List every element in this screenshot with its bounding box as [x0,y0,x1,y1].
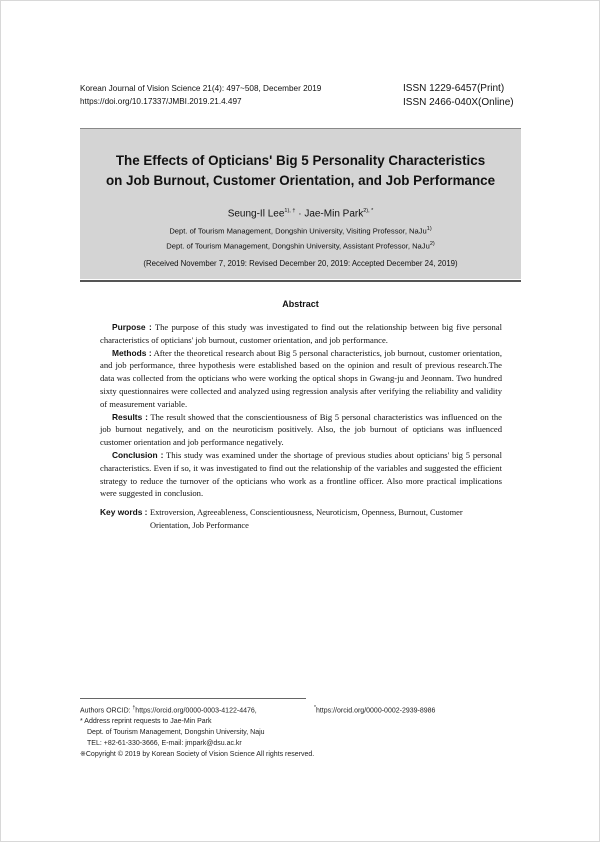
reprint-request: * Address reprint requests to Jae-Min Park [80,718,212,726]
author-separator: · [295,208,305,220]
orcid-link[interactable]: https://orcid.org/0000-0003-4122-4476, [135,707,257,715]
authors [80,205,521,220]
paper-title [80,151,521,191]
journal-citation: Korean Journal of Vision Science 21(4): 497~508, December 2019 [80,84,322,93]
title-bottom-rule [80,280,521,282]
orcid-mark: † [132,705,136,711]
copyright-notice: ※Copyright © 2019 by Korean Society of Vision Science All rights reserved. [80,750,315,758]
methods-label: Methods : [112,347,152,358]
submission-dates: (Received November 7, 2019: Revised December 20, 2019: Accepted December 24, 2019) [143,259,458,269]
abstract-heading: Abstract [282,299,319,309]
affiliation-mark: 1) [426,226,432,233]
author-name: Jae-Min Park [304,208,364,220]
issn-online: ISSN 2466-040X(Online) [403,97,514,108]
results-label: Results : [112,411,148,422]
contact-info: TEL: +82-61-330-3666, E-mail: jmpark@dsu.ac.kr [87,739,242,747]
abstract-results [100,411,502,449]
orcid-label: Authors ORCID: [80,707,133,715]
doi-link[interactable]: https://doi.org/10.17337/JMBI.2019.21.4.497 [80,97,242,106]
orcid-line [80,703,520,717]
results-text: The result showed that the conscientiousness of Big 5 personal characteristics was influenced on the job burnout negatively, and on the neuroticism positively. Also, the job burnout of opticians was influenced customer orientation and job performance negatively. [100,411,502,448]
footnote-rule [80,698,306,699]
orcid-link[interactable]: https://orcid.org/0000-0002-2939-8986 [315,707,436,715]
abstract-methods [100,347,502,411]
orcid-mark: * [314,705,316,711]
issn-block [403,82,514,110]
abstract-body [100,321,502,500]
author-affil-mark: 1), † [284,208,296,214]
affiliation-text: Dept. of Tourism Management, Dongshin University, Assistant Professor, NaJu [166,241,430,251]
reprint-department: Dept. of Tourism Management, Dongshin University, Naju [87,728,265,736]
journal-header [80,82,321,108]
affiliation-mark: 2) [429,240,435,247]
author-affil-mark: 2), * [363,208,374,214]
affiliations [80,223,521,252]
author-name: Seung-Il Lee [227,208,285,220]
abstract-purpose [100,321,502,347]
conclusion-text: This study was examined under the shortage of previous studies about opticians' big 5 personal characteristics. Even if so, it was investigated to find out the relationship of the variables and suggested the efficient strategy to reduce the turnover of the opticians who work as a frontline officer. Also more practical implications were suggested in conclusion. [100,449,503,499]
keywords [100,506,502,532]
footnotes [80,703,520,760]
affiliation [80,223,521,238]
keywords-label: Key words : [100,507,148,517]
purpose-text: The purpose of this study was investigated to find out the relationship between big five personal characteristics of opticians' job burnout, customer orientation, and job performance. [100,322,502,345]
methods-text: After the theoretical research about Big 5 personal characteristics, job burnout, customer orientation, and job performance, three hypothesis were established based on the opinion and result of previous research.The data was collected from the opticians who were working the optical shops in Gwang-ju and Jeonnam. Two hundred sixty questionnaires were collected and analyzed using regression analysis after verifying the reliability and validity of measurement variable. [100,347,502,409]
title-block [80,129,521,279]
abstract-conclusion [100,449,502,500]
issn-print: ISSN 1229-6457(Print) [403,83,505,94]
keywords-list: Extroversion, Agreeableness, Conscientiousness, Neuroticism, Openness, Burnout, Customer Orientation, Job Performance [150,508,463,530]
conclusion-label: Conclusion : [112,449,164,460]
purpose-label: Purpose : [112,322,152,332]
affiliation [80,238,521,253]
title-line-1: The Effects of Opticians' Big 5 Personality Characteristics [115,153,486,168]
title-line-2: on Job Burnout, Customer Orientation, and Job Performance [105,173,496,188]
orcid-line-2 [314,703,435,717]
affiliation-text: Dept. of Tourism Management, Dongshin University, Visiting Professor, NaJu [169,226,427,236]
